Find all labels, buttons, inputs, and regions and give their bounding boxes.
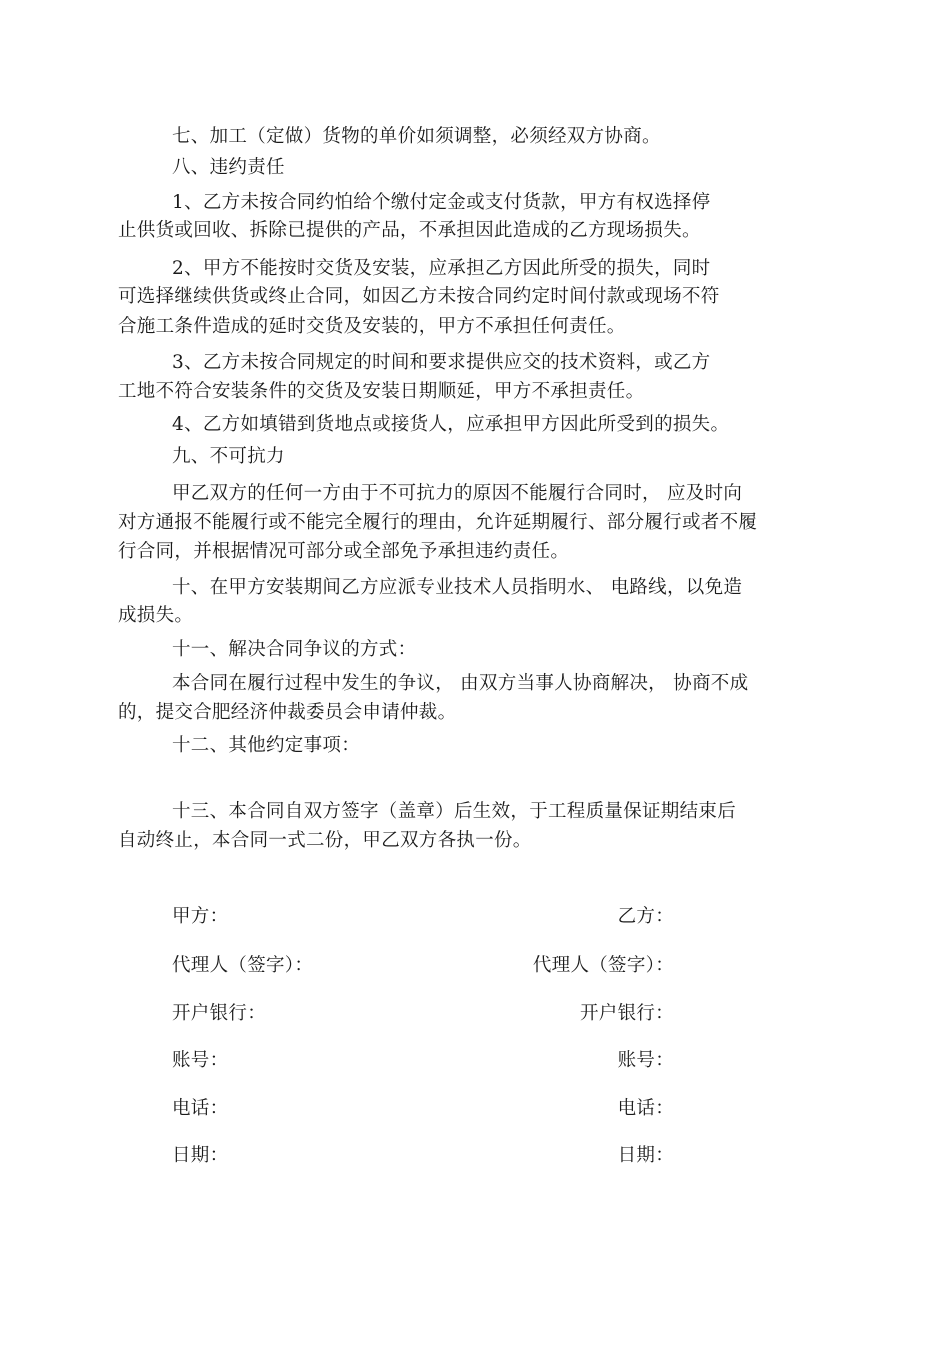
clause-8-4: 4、乙方如填错到货地点或接货人，应承担甲方因此所受到的损失。 [172, 414, 730, 435]
clause-8-2-line-2: 可选择继续供货或终止合同，如因乙方未按合同约定时间付款或现场不符 [118, 286, 720, 307]
clause-7: 七、加工（定做）货物的单价如须调整，必须经双方协商。 [172, 126, 661, 147]
party-b-phone-label: 电话： [617, 1098, 674, 1119]
party-a-date-label: 日期： [172, 1145, 229, 1166]
party-b-bank-label: 开户银行： [579, 1003, 674, 1024]
clause-11-line-1: 本合同在履行过程中发生的争议， 由双方当事人协商解决， 协商不成 [172, 673, 749, 694]
clause-9-line-2: 对方通报不能履行或不能完全履行的理由，允许延期履行、部分履行或者不履 [118, 512, 758, 533]
clause-8-2-line-3: 合施工条件造成的延时交货及安装的，甲方不承担任何责任。 [118, 316, 626, 337]
clause-11-title: 十一、解决合同争议的方式： [172, 639, 417, 660]
clause-9-line-3: 行合同，并根据情况可部分或全部免予承担违约责任。 [118, 541, 570, 562]
party-a-agent-label: 代理人（签字）： [172, 955, 314, 976]
clause-13-line-1: 十三、本合同自双方签字（盖章）后生效，于工程质量保证期结束后 [172, 801, 737, 822]
clause-8-title: 八、违约责任 [172, 157, 285, 178]
clause-10-line-1: 十、在甲方安装期间乙方应派专业技术人员指明水、 电路线，以免造 [172, 577, 743, 598]
party-a-phone-label: 电话： [172, 1098, 229, 1119]
clause-8-3-line-2: 工地不符合安装条件的交货及安装日期顺延，甲方不承担责任。 [118, 381, 645, 402]
clause-11-line-2: 的，提交合肥经济仲裁委员会申请仲裁。 [118, 702, 457, 723]
clause-9-title: 九、不可抗力 [172, 446, 285, 467]
party-b-account-label: 账号： [617, 1050, 674, 1071]
party-a-label: 甲方： [172, 906, 229, 927]
party-a-bank-label: 开户银行： [172, 1003, 267, 1024]
party-b-agent-label: 代理人（签字）： [532, 955, 674, 976]
clause-12-title: 十二、其他约定事项： [172, 735, 361, 756]
party-b-date-label: 日期： [617, 1145, 674, 1166]
clause-8-1-line-1: 1、乙方未按合同约怕给个缴付定金或支付货款，甲方有权选择停 [172, 192, 711, 213]
party-a-account-label: 账号： [172, 1050, 229, 1071]
clause-8-1-line-2: 止供货或回收、拆除已提供的产品，不承担因此造成的乙方现场损失。 [118, 220, 701, 241]
clause-9-line-1: 甲乙双方的任何一方由于不可抗力的原因不能履行合同时， 应及时向 [172, 483, 743, 504]
party-b-label: 乙方： [617, 906, 674, 927]
clause-8-3-line-1: 3、乙方未按合同规定的时间和要求提供应交的技术资料，或乙方 [172, 352, 711, 373]
clause-8-2-line-1: 2、甲方不能按时交货及安装，应承担乙方因此所受的损失，同时 [172, 258, 711, 279]
clause-13-line-2: 自动终止，本合同一式二份，甲乙双方各执一份。 [118, 830, 532, 851]
clause-10-line-2: 成损失。 [118, 605, 194, 626]
